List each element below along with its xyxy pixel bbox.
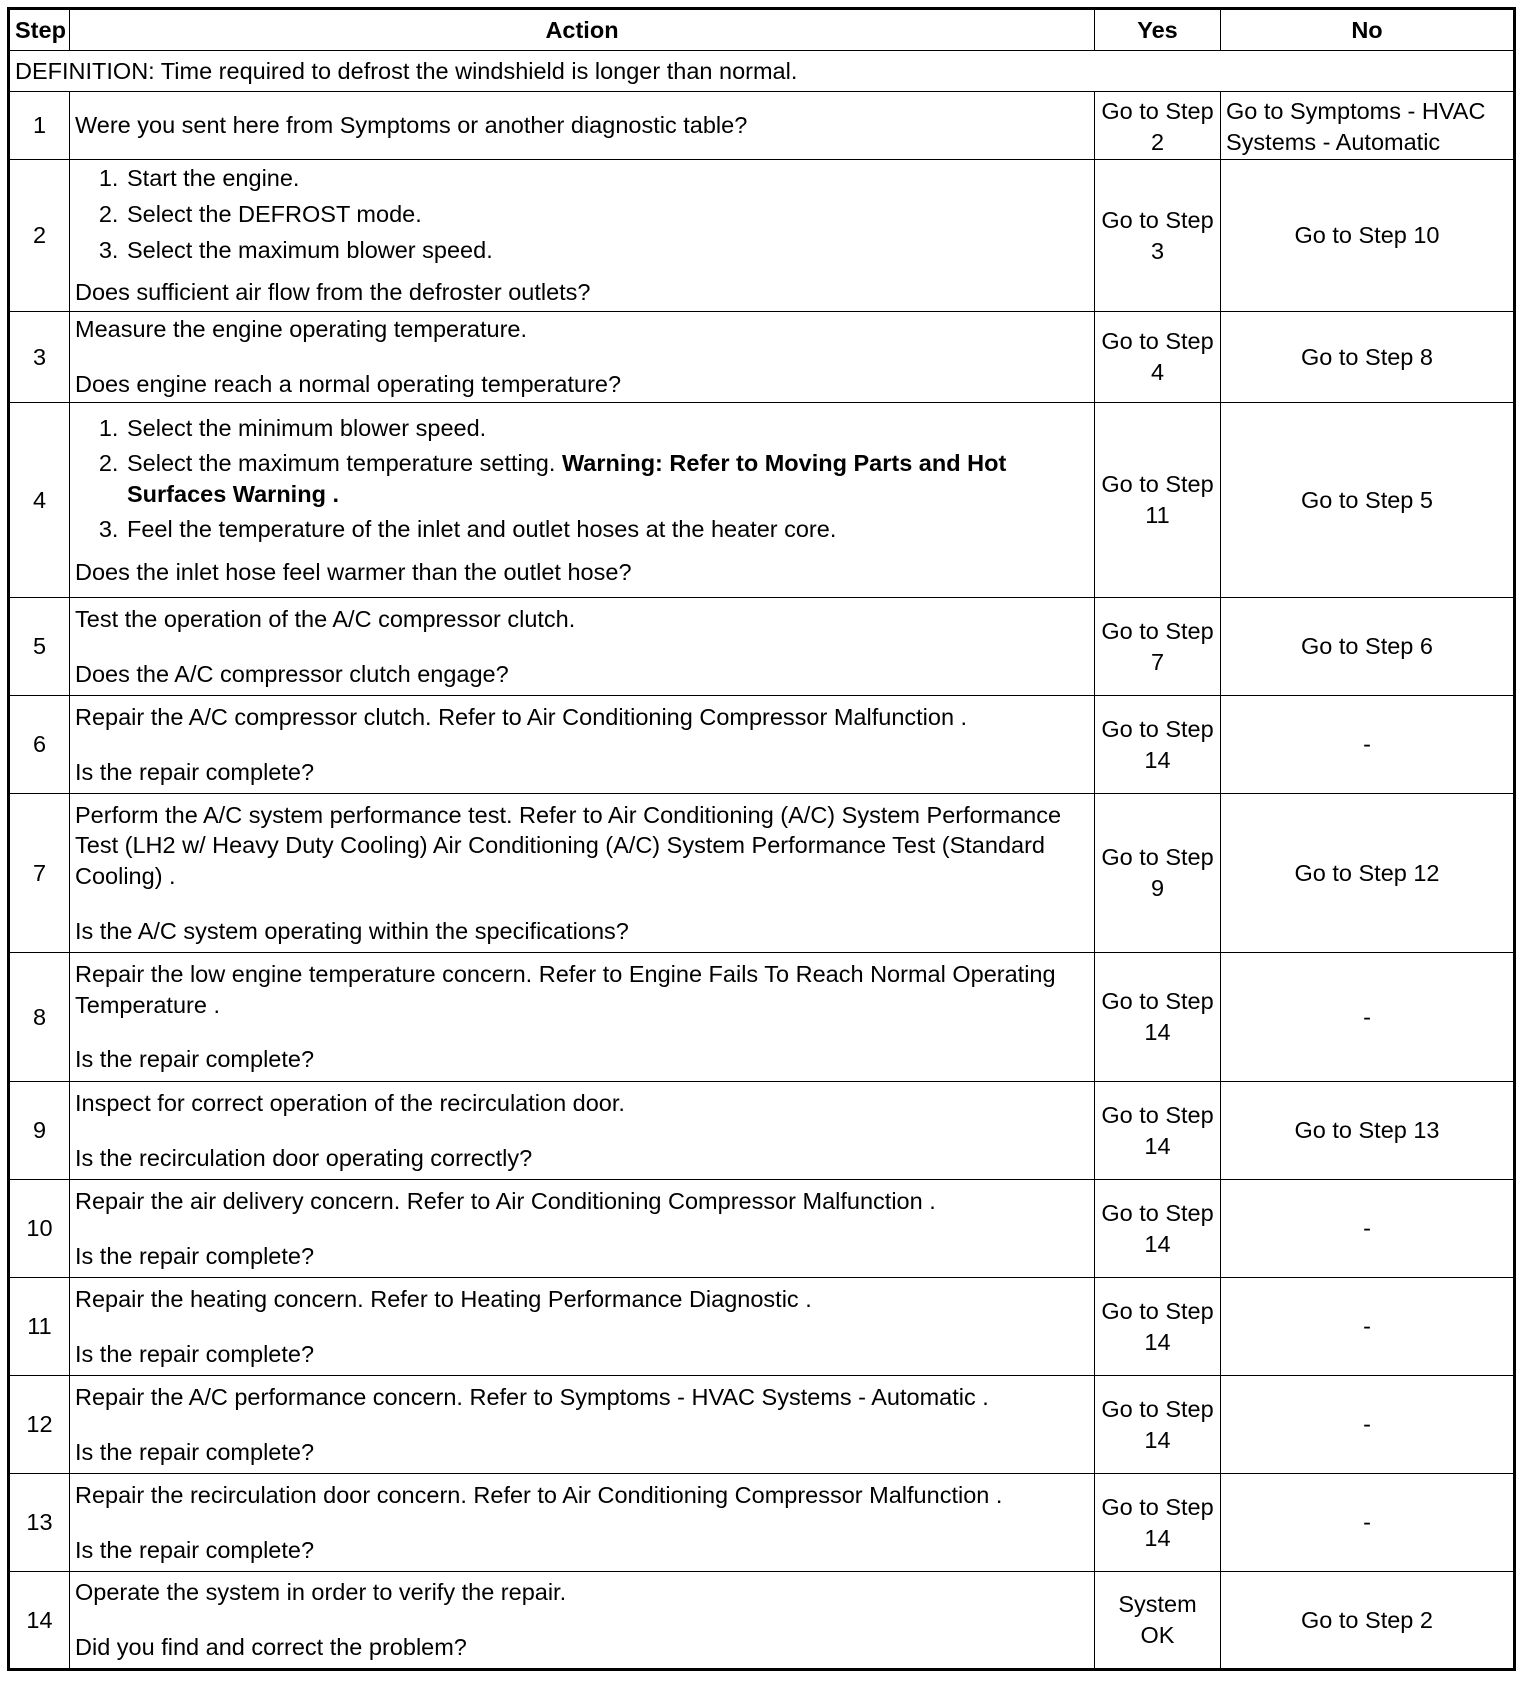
action-cell (70, 1572, 1095, 1670)
action-cell (70, 598, 1095, 696)
list-item-text: Select the maximum temperature setting. (127, 450, 556, 477)
definition-text: DEFINITION: Time required to defrost the windshield is longer than normal. (9, 51, 1515, 92)
header-action: Action (70, 9, 1095, 51)
diagnostic-table (7, 7, 1516, 1671)
table-row (9, 696, 1515, 794)
question-text: Does the A/C compressor clutch engage? (75, 660, 509, 687)
no-cell: - (1221, 953, 1515, 1082)
question-text: Is the A/C system operating within the specifications? (75, 917, 629, 944)
table-row (9, 160, 1515, 312)
yes-cell: Go to Step 14 (1095, 1474, 1221, 1572)
question-text: Does engine reach a normal operating temperature? (75, 371, 622, 397)
yes-cell: Go to Step 2 (1095, 92, 1221, 160)
yes-cell: Go to Step 4 (1095, 312, 1221, 403)
list-item: 2. Select the DEFROST mode. (125, 199, 1089, 230)
question-text: Does the inlet hose feel warmer than the outlet hose? (75, 558, 632, 585)
action-text: Measure the engine operating temperature. (75, 316, 528, 343)
action-text: Repair the A/C compressor clutch. Refer to Air Conditioning Compressor Malfunction . (75, 703, 968, 730)
yes-cell: Go to Step 14 (1095, 953, 1221, 1082)
yes-cell: Go to Step 14 (1095, 1180, 1221, 1278)
action-text: Repair the recirculation door concern. Refer to Air Conditioning Compressor Malfunction . (75, 1481, 1003, 1508)
step-number: 8 (9, 953, 70, 1082)
question-text: Does sufficient air flow from the defroster outlets? (75, 279, 591, 306)
no-cell: Go to Step 12 (1221, 794, 1515, 953)
yes-cell: Go to Step 14 (1095, 696, 1221, 794)
step-number: 14 (9, 1572, 70, 1670)
question-text: Is the repair complete? (75, 1340, 315, 1367)
table-row (9, 1572, 1515, 1670)
no-cell: Go to Step 13 (1221, 1082, 1515, 1180)
definition-row (9, 51, 1515, 92)
table-row (9, 1082, 1515, 1180)
list-item: 3. Feel the temperature of the inlet and outlet hoses at the heater core. (125, 514, 1089, 545)
question-text: Is the repair complete? (75, 1438, 315, 1465)
action-text: Repair the air delivery concern. Refer to Air Conditioning Compressor Malfunction . (75, 1187, 936, 1214)
no-cell: Go to Step 8 (1221, 312, 1515, 403)
question-text: Is the recirculation door operating correctly? (75, 1144, 533, 1171)
action-cell (70, 1474, 1095, 1572)
header-no: No (1221, 9, 1515, 51)
action-cell (70, 403, 1095, 598)
table-row (9, 1180, 1515, 1278)
step-number: 7 (9, 794, 70, 953)
action-cell (70, 1278, 1095, 1376)
header-row (9, 9, 1515, 51)
list-item: 1. Start the engine. (125, 163, 1089, 194)
yes-cell: Go to Step 14 (1095, 1376, 1221, 1474)
action-text: Perform the A/C system performance test. Refer to Air Conditioning (A/C) System Performance Test (LH2 w/ Heavy Duty Cooling) Air Conditioning (A/C) System Performance Test (Standard Cooling) . (75, 801, 1062, 889)
table-row (9, 953, 1515, 1082)
step-number: 5 (9, 598, 70, 696)
header-step: Step (9, 9, 70, 51)
question-text: Is the repair complete? (75, 1046, 315, 1073)
yes-cell: Go to Step 3 (1095, 160, 1221, 312)
action-text: Repair the A/C performance concern. Refer to Symptoms - HVAC Systems - Automatic . (75, 1383, 989, 1410)
action-cell (70, 953, 1095, 1082)
action-text: Inspect for correct operation of the recirculation door. (75, 1089, 625, 1116)
question-text: Did you find and correct the problem? (75, 1634, 467, 1660)
yes-cell: Go to Step 9 (1095, 794, 1221, 953)
no-cell: - (1221, 1474, 1515, 1572)
step-number: 1 (9, 92, 70, 160)
list-item: 3. Select the maximum blower speed. (125, 235, 1089, 266)
no-cell: Go to Step 10 (1221, 160, 1515, 312)
action-cell (70, 1376, 1095, 1474)
action-cell (70, 312, 1095, 403)
action-cell (70, 1082, 1095, 1180)
action-cell (70, 794, 1095, 953)
no-cell: - (1221, 1180, 1515, 1278)
table-row (9, 312, 1515, 403)
action-text: Operate the system in order to verify the repair. (75, 1579, 567, 1606)
action-text: Test the operation of the A/C compressor clutch. (75, 605, 576, 632)
table-row (9, 1376, 1515, 1474)
no-cell: - (1221, 696, 1515, 794)
question-text: Is the repair complete? (75, 1242, 315, 1269)
step-number: 10 (9, 1180, 70, 1278)
yes-cell: System OK (1095, 1572, 1221, 1670)
step-number: 4 (9, 403, 70, 598)
yes-cell: Go to Step 14 (1095, 1082, 1221, 1180)
table-row (9, 794, 1515, 953)
step-number: 2 (9, 160, 70, 312)
action-cell (70, 1180, 1095, 1278)
question-text: Is the repair complete? (75, 1536, 315, 1563)
table-row (9, 1278, 1515, 1376)
action-cell (70, 92, 1095, 160)
list-item: 1. Select the minimum blower speed. (125, 413, 1089, 444)
no-cell: Go to Step 2 (1221, 1572, 1515, 1670)
table-row (9, 598, 1515, 696)
step-number: 6 (9, 696, 70, 794)
table-row (9, 92, 1515, 160)
yes-cell: Go to Step 7 (1095, 598, 1221, 696)
header-yes: Yes (1095, 9, 1221, 51)
no-cell: Go to Step 6 (1221, 598, 1515, 696)
yes-cell: Go to Step 14 (1095, 1278, 1221, 1376)
action-text: Repair the heating concern. Refer to Heating Performance Diagnostic . (75, 1285, 812, 1312)
table-row (9, 1474, 1515, 1572)
action-text: Were you sent here from Symptoms or another diagnostic table? (75, 112, 748, 139)
action-text: Repair the low engine temperature concern. Refer to Engine Fails To Reach Normal Operating Temperature . (75, 961, 1056, 1018)
table-row (9, 403, 1515, 598)
step-number: 11 (9, 1278, 70, 1376)
action-cell (70, 696, 1095, 794)
step-number: 3 (9, 312, 70, 403)
step-number: 12 (9, 1376, 70, 1474)
list-item (125, 448, 1089, 509)
no-cell: Go to Symptoms - HVAC Systems - Automatic (1221, 92, 1515, 160)
warning-link[interactable]: Warning: Refer to Moving Parts and Hot Surfaces Warning . (127, 450, 1007, 507)
action-list (75, 413, 1089, 545)
no-cell: - (1221, 1376, 1515, 1474)
step-number: 9 (9, 1082, 70, 1180)
step-number: 13 (9, 1474, 70, 1572)
question-text: Is the repair complete? (75, 758, 315, 785)
action-cell (70, 160, 1095, 312)
no-cell: Go to Step 5 (1221, 403, 1515, 598)
action-list (75, 163, 1089, 265)
yes-cell: Go to Step 11 (1095, 403, 1221, 598)
no-cell: - (1221, 1278, 1515, 1376)
